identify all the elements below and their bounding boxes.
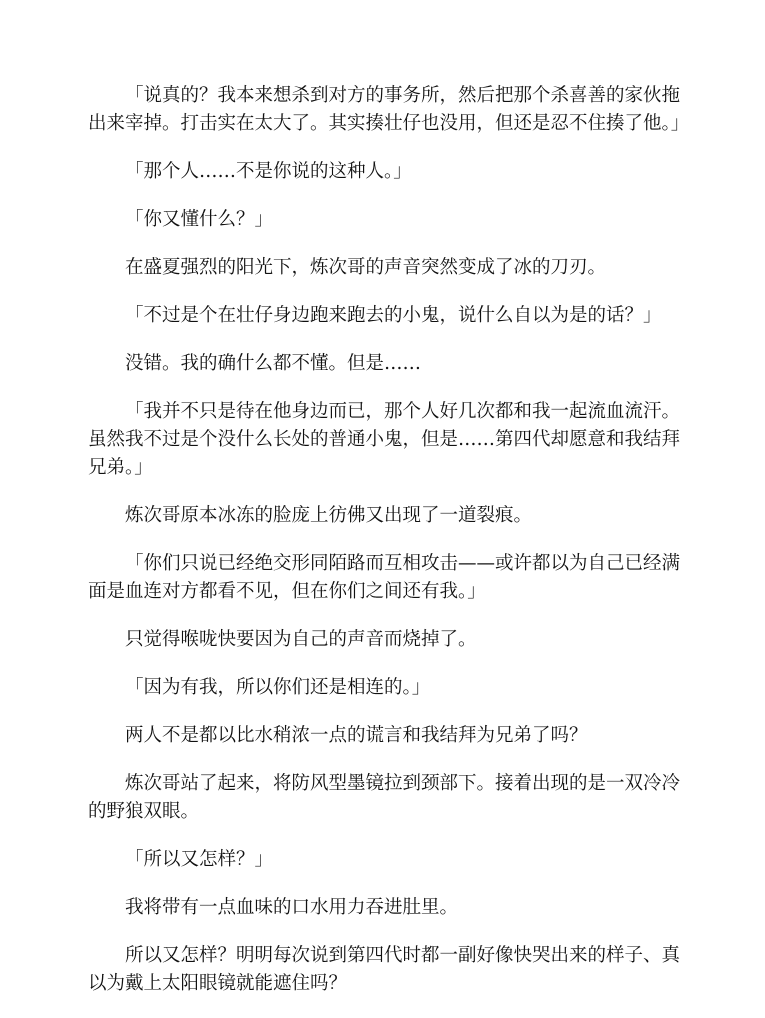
paragraph-3: 「你又懂什么？」 [125, 209, 274, 230]
paragraph-14: 「所以又怎样？」 [125, 849, 274, 870]
paragraph-7: 「我并不只是待在他身边而已，那个人好几次都和我一起流血流汗。虽然我不过是个没什么长处的普通小鬼，但是……第四代却愿意和我结拜兄弟。」 [88, 401, 681, 478]
paragraph-8: 炼次哥原本冰冻的脸庞上彷佛又出现了一道裂痕。 [125, 505, 533, 526]
paragraph-4: 在盛夏强烈的阳光下，炼次哥的声音突然变成了冰的刀刃。 [125, 257, 607, 278]
paragraph-12: 两人不是都以比水稍浓一点的谎言和我结拜为兄弟了吗？ [125, 725, 588, 746]
paragraph-10: 只觉得喉咙快要因为自己的声音而烧掉了。 [125, 629, 477, 650]
paragraph-15: 我将带有一点血味的口水用力吞进肚里。 [125, 897, 459, 918]
paragraph-16: 所以又怎样？明明每次说到第四代时都一副好像快哭出来的样子、真以为戴上太阳眼镜就能遮住吗？ [88, 945, 681, 994]
paragraph-5: 「不过是个在壮仔身边跑来跑去的小鬼，说什么自以为是的话？」 [125, 305, 662, 326]
paragraph-6: 没错。我的确什么都不懂。但是…… [125, 353, 422, 374]
paragraph-13: 炼次哥站了起来，将防风型墨镜拉到颈部下。接着出现的是一双冷冷的野狼双眼。 [88, 773, 681, 822]
paragraph-11: 「因为有我，所以你们还是相连的。」 [125, 677, 431, 698]
paragraph-2: 「那个人……不是你说的这种人。」 [125, 161, 412, 182]
paragraph-9: 「你们只说已经绝交形同陌路而互相攻击——或许都以为自己已经满面是血连对方都看不见，但在你们之间还有我。」 [88, 553, 681, 602]
document-page [88, 82, 690, 1018]
paragraph-1: 「说真的？我本来想杀到对方的事务所，然后把那个杀喜善的家伙拖出来宰掉。打击实在太大了。其实揍壮仔也没用，但还是忍不住揍了他。」 [88, 85, 690, 134]
